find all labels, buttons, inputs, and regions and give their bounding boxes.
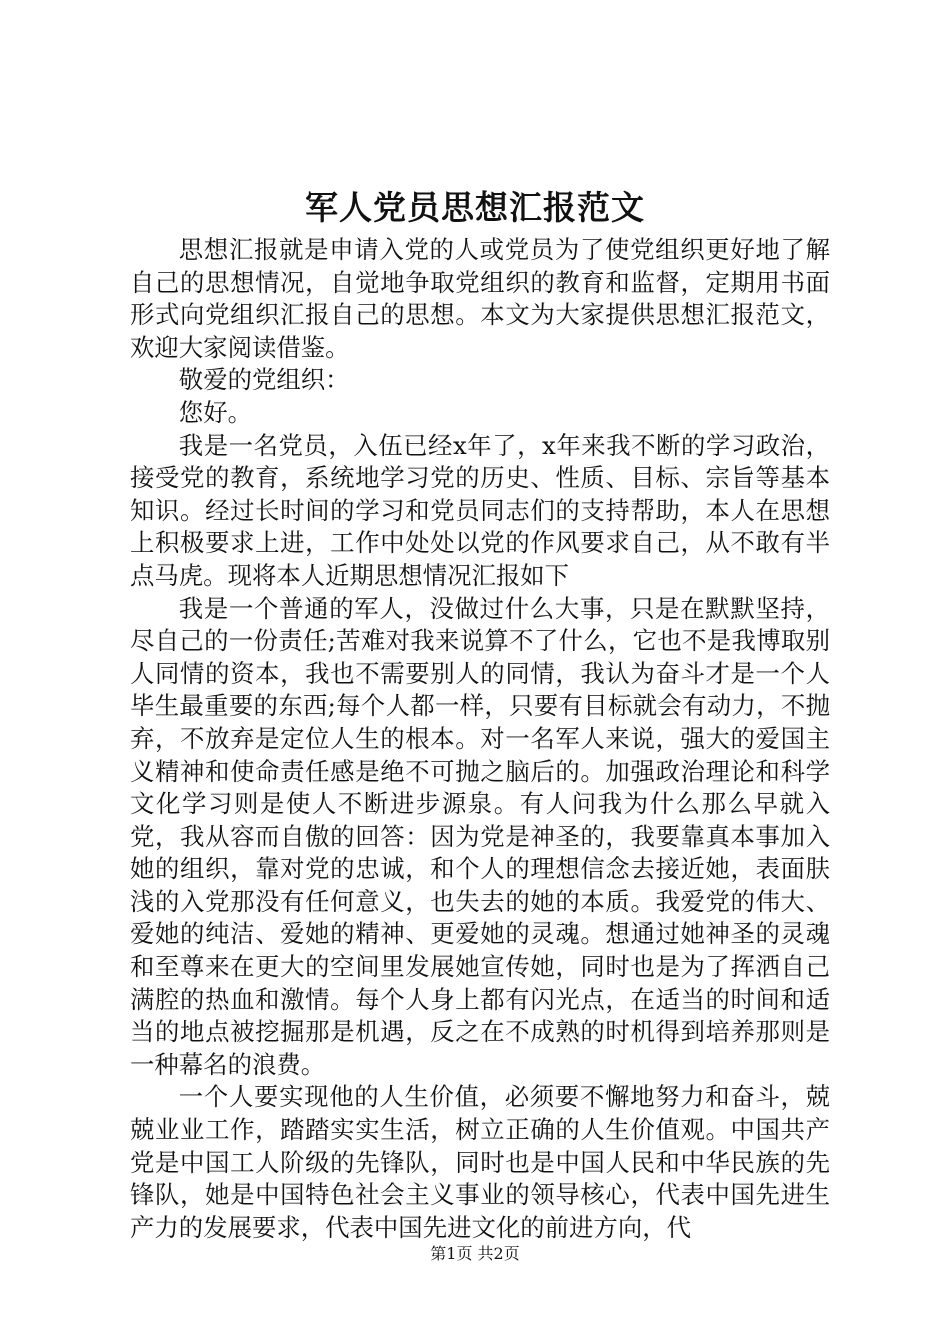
page-footer: 第1页 共2页 [430, 1244, 520, 1263]
paragraph-salutation: 敬爱的党组织： [178, 365, 350, 395]
document-title: 军人党员思想汇报范文 [305, 188, 645, 227]
paragraph-soldier-reflection: 我是一个普通的军人，没做过什么大事，只是在默默坚持，尽自己的一份责任;苦难对我来说算不了什么，它也不是我博取别人同情的资本，我也不需要别人的同情，我认为奋斗才是一个人毕生最重要的东西;每个人都一样，只要有目标就会有动力，不抛弃，不放弃是定位人生的根本。对一名军人来说，强大的爱国主义精神和使命责任感是绝不可抛之脑后的。加强政治理论和科学文化学习则是使人不断进步源泉。有人问我为什么那么早就入党，我从容而自傲的回答：因为党是神圣的，我要靠真本事加入她的组织，靠对党的忠诚，和个人的理想信念去接近她，表面肤浅的入党那没有任何意义，也失去的她的本质。我爱党的伟大、爱她的纯洁、爱她的精神、更爱她的灵魂。想通过她神圣的灵魂和至尊来在更大的空间里发展她宣传她，同时也是为了挥洒自己满腔的热血和激情。每个人身上都有闪光点，在适当的时间和适当的地点被挖掘那是机遇，反之在不成熟的时机得到培养那则是一种幕名的浪费。 [130, 593, 830, 1079]
paragraph-self-introduction: 我是一名党员，入伍已经x年了，x年来我不断的学习政治，接受党的教育，系统地学习党的历史、性质、目标、宗旨等基本知识。经过长时间的学习和党员同志们的支持帮助，本人在思想上积极要求上进，工作中处处以党的作风要求自己，从不敢有半点马虎。现将本人近期思想情况汇报如下 [130, 430, 830, 590]
paragraph-life-value: 一个人要实现他的人生价值，必须要不懈地努力和奋斗，兢兢业业工作，踏踏实实生活，树立正确的人生价值观。中国共产党是中国工人阶级的先锋队，同时也是中国人民和中华民族的先锋队，她是中国特色社会主义事业的领导核心，代表中国先进生产力的发展要求，代表中国先进文化的前进方向，代 [130, 1082, 830, 1242]
paragraph-intro: 思想汇报就是申请入党的人或党员为了使党组织更好地了解自己的思想情况，自觉地争取党组织的教育和监督，定期用书面形式向党组织汇报自己的思想。本文为大家提供思想汇报范文，欢迎大家阅读借鉴。 [130, 235, 830, 362]
paragraph-greeting: 您好。 [178, 397, 252, 427]
document-body [130, 234, 830, 1244]
